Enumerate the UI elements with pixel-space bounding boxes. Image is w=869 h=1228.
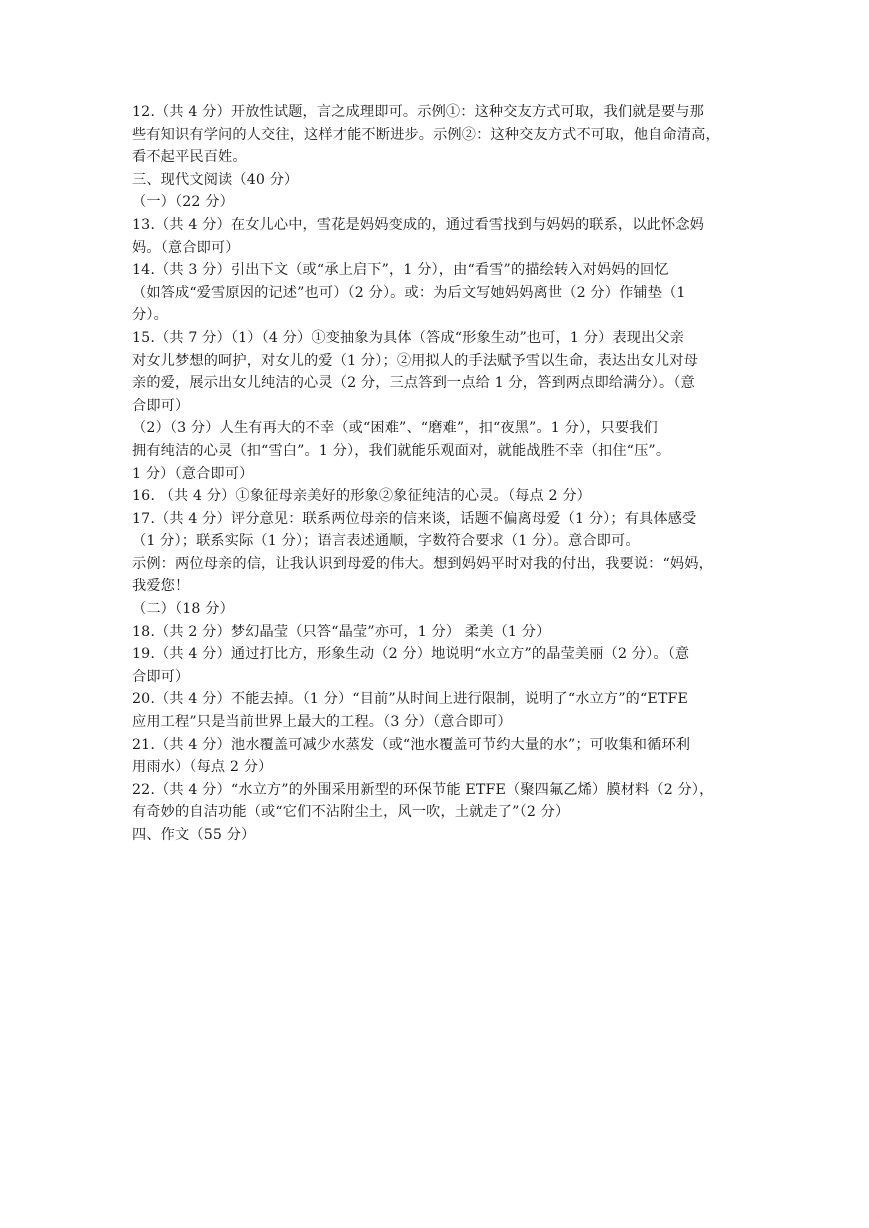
subsection-heading: （一）（22 分） bbox=[132, 194, 234, 211]
section-heading: 三、现代文阅读（40 分） bbox=[132, 171, 299, 188]
text-line: 20.（共 4 分）不能去掉。（1 分）“目前”从时间上进行限制，说明了“水立方”的“ETFE bbox=[132, 691, 689, 708]
text-line: 看不起平民百姓。 bbox=[132, 149, 247, 166]
text-line: 示例：两位母亲的信，让我认识到母爱的伟大。想到妈妈平时对我的付出，我要说：“妈妈， bbox=[132, 555, 713, 572]
answer-key-page bbox=[132, 101, 742, 847]
subsection-heading: （二）（18 分） bbox=[132, 601, 234, 618]
text-line: 有奇妙的自洁功能（或“它们不沾附尘土，风一吹，土就走了”（2 分） bbox=[132, 804, 570, 821]
text-line: 13.（共 4 分）在女儿心中，雪花是妈妈变成的，通过看雪找到与妈妈的联系，以此怀念妈 bbox=[132, 216, 704, 233]
text-line: 16. （共 4 分）①象征母亲美好的形象②象征纯洁的心灵。（每点 2 分） bbox=[132, 488, 592, 505]
text-line: （2）（3 分）人生有再大的不幸（或“困难”、“磨难”，扣“夜黑”。1 分），只要我们 bbox=[132, 420, 658, 437]
text-line: 拥有纯洁的心灵（扣“雪白”。1 分），我们就能乐观面对，就能战胜不幸（扣住“压”。 bbox=[132, 442, 671, 459]
text-line: 18.（共 2 分）梦幻晶莹（只答“晶莹”亦可，1 分） 柔美（1 分） bbox=[132, 623, 551, 640]
text-line: 合即可） bbox=[132, 397, 190, 414]
text-line: 14.（共 3 分）引出下文（或“承上启下”，1 分），由“看雪”的描绘转入对妈妈的回忆 bbox=[132, 262, 669, 279]
text-line: 些有知识有学问的人交往，这样才能不断进步。示例②：这种交友方式不可取，他自命清高， bbox=[132, 126, 720, 143]
text-line: 用雨水）（每点 2 分） bbox=[132, 759, 273, 776]
text-line: 21.（共 4 分）池水覆盖可减少水蒸发（或“池水覆盖可节约大量的水”；可收集和循环利 bbox=[132, 736, 691, 753]
text-line: 应用工程”只是当前世界上最大的工程。（3 分）（意合即可） bbox=[132, 714, 512, 731]
text-line: 1 分）（意合即可） bbox=[132, 465, 254, 482]
text-line: 亲的爱，展示出女儿纯洁的心灵（2 分，三点答到一点给 1 分，答到两点即给满分）。（意 bbox=[132, 375, 695, 392]
text-line: 我爱您！ bbox=[132, 578, 190, 595]
section-heading: 四、作文（55 分） bbox=[132, 827, 256, 843]
text-line: （1 分）；联系实际（1 分）；语言表述通顺，字数符合要求（1 分）。意合即可。 bbox=[132, 533, 640, 550]
text-line: 17.（共 4 分）评分意见：联系两位母亲的信来谈，话题不偏离母爱（1 分）；有具体感受 bbox=[132, 510, 697, 527]
text-line: 15.（共 7 分）（1）（4 分）①变抽象为具体（答成“形象生动”也可，1 分）表现出父亲 bbox=[132, 329, 685, 346]
text-line: 22.（共 4 分）“水立方”的外围采用新型的环保节能 ETFE（聚四氟乙烯）膜材料（2 分）， bbox=[132, 781, 714, 798]
text-line: 合即可） bbox=[132, 668, 190, 685]
text-line: 12.（共 4 分）开放性试题，言之成理即可。示例①：这种交友方式可取，我们就是要与那 bbox=[132, 104, 704, 120]
text-line: 妈。（意合即可） bbox=[132, 239, 240, 256]
text-line: （如答成“爱雪原因的记述”也可）（2 分）。或：为后文写她妈妈离世（2 分）作铺垫（1 bbox=[132, 284, 686, 301]
text-line: 19.（共 4 分）通过打比方，形象生动（2 分）地说明“水立方”的晶莹美丽（2 分）。（意 bbox=[132, 646, 690, 663]
text-line: 对女儿梦想的呵护，对女儿的爱（1 分）；②用拟人的手法赋予雪以生命，表达出女儿对母 bbox=[132, 352, 698, 369]
text-line: 分）。 bbox=[132, 307, 168, 324]
